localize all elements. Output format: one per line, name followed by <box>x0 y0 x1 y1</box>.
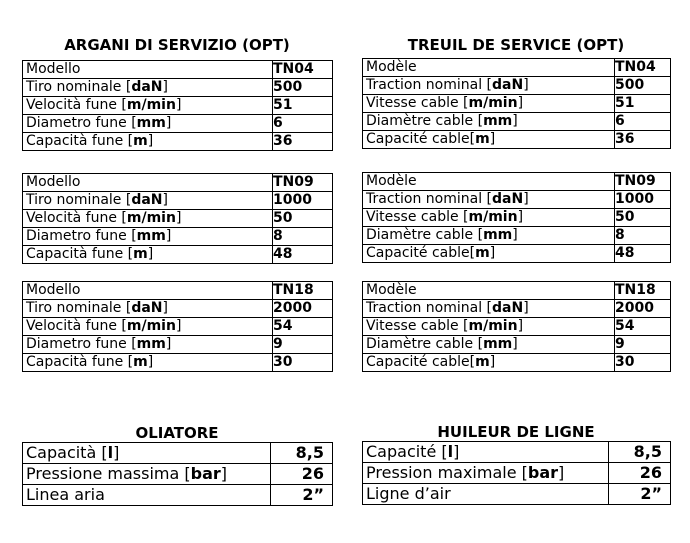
label-model: Modello <box>23 61 273 79</box>
table-row <box>363 227 671 245</box>
value-speed: 54 <box>273 318 333 336</box>
value-capacity: 30 <box>273 354 333 372</box>
value-model: TN09 <box>615 173 671 191</box>
title-oliatore: OLIATORE <box>135 424 219 442</box>
label-speed: Vitesse cable [m/min] <box>363 95 615 113</box>
value-model: TN18 <box>273 282 333 300</box>
value-speed: 51 <box>273 97 333 115</box>
label-pull: Traction nominal [daN] <box>363 77 615 95</box>
label-diameter: Diametro fune [mm] <box>23 115 273 133</box>
table-row <box>23 210 333 228</box>
table-row <box>23 97 333 115</box>
label-capacity: Capacità fune [m] <box>23 354 273 372</box>
label-model: Modèle <box>363 173 615 191</box>
winch-table-it-tn09 <box>22 173 333 264</box>
value-pressure: 26 <box>271 464 333 485</box>
table-row <box>23 443 333 464</box>
label-model: Modèle <box>363 282 615 300</box>
table-row <box>363 442 671 463</box>
label-diameter: Diamètre cable [mm] <box>363 227 615 245</box>
winch-table-fr-tn18 <box>362 281 671 372</box>
label-pull: Tiro nominale [daN] <box>23 79 273 97</box>
value-diameter: 6 <box>273 115 333 133</box>
table-row <box>363 282 671 300</box>
label-model: Modello <box>23 174 273 192</box>
value-diameter: 9 <box>273 336 333 354</box>
label-capacity: Capacità fune [m] <box>23 133 273 151</box>
table-row <box>363 113 671 131</box>
table-row <box>363 463 671 484</box>
oiler-table-it <box>22 442 333 506</box>
table-row <box>363 95 671 113</box>
oiler-table-fr <box>362 441 671 505</box>
label-air-line: Linea aria <box>23 485 271 506</box>
table-row <box>363 318 671 336</box>
table-row <box>23 61 333 79</box>
table-row <box>23 354 333 372</box>
value-pull: 500 <box>615 77 671 95</box>
label-speed: Velocità fune [m/min] <box>23 318 273 336</box>
value-capacity: 30 <box>615 354 671 372</box>
label-model: Modèle <box>363 59 615 77</box>
label-air-line: Ligne d’air <box>363 484 609 505</box>
value-model: TN04 <box>273 61 333 79</box>
value-speed: 51 <box>615 95 671 113</box>
table-row <box>23 228 333 246</box>
table-row <box>363 209 671 227</box>
table-row <box>363 300 671 318</box>
table-row <box>23 115 333 133</box>
label-diameter: Diamètre cable [mm] <box>363 336 615 354</box>
value-capacity: 36 <box>615 131 671 149</box>
label-diameter: Diametro fune [mm] <box>23 336 273 354</box>
value-model: TN09 <box>273 174 333 192</box>
label-capacity: Capacité [l] <box>363 442 609 463</box>
winch-table-it-tn04 <box>22 60 333 151</box>
title-huileur: HUILEUR DE LIGNE <box>437 423 595 441</box>
table-row <box>23 282 333 300</box>
label-diameter: Diametro fune [mm] <box>23 228 273 246</box>
value-air-line: 2” <box>271 485 333 506</box>
table-row <box>363 59 671 77</box>
value-capacity: 48 <box>615 245 671 263</box>
table-row <box>23 246 333 264</box>
table-row <box>23 79 333 97</box>
winch-table-it-tn18 <box>22 281 333 372</box>
value-pull: 1000 <box>273 192 333 210</box>
label-pressure: Pression maximale [bar] <box>363 463 609 484</box>
value-air-line: 2” <box>609 484 671 505</box>
value-speed: 50 <box>273 210 333 228</box>
value-speed: 54 <box>615 318 671 336</box>
value-model: TN04 <box>615 59 671 77</box>
label-speed: Velocità fune [m/min] <box>23 210 273 228</box>
value-pull: 500 <box>273 79 333 97</box>
table-row <box>23 318 333 336</box>
table-row <box>363 77 671 95</box>
label-speed: Vitesse cable [m/min] <box>363 209 615 227</box>
value-pull: 2000 <box>273 300 333 318</box>
title-argani: ARGANI DI SERVIZIO (OPT) <box>64 36 290 54</box>
value-pull: 2000 <box>615 300 671 318</box>
winch-table-fr-tn09 <box>362 172 671 263</box>
table-row <box>363 131 671 149</box>
value-diameter: 8 <box>615 227 671 245</box>
value-diameter: 6 <box>615 113 671 131</box>
table-row <box>23 300 333 318</box>
table-row <box>363 484 671 505</box>
label-pull: Tiro nominale [daN] <box>23 192 273 210</box>
table-row <box>363 173 671 191</box>
table-row <box>363 191 671 209</box>
value-pull: 1000 <box>615 191 671 209</box>
label-pressure: Pressione massima [bar] <box>23 464 271 485</box>
value-diameter: 8 <box>273 228 333 246</box>
value-capacity: 8,5 <box>271 443 333 464</box>
title-treuil: TREUIL DE SERVICE (OPT) <box>407 36 625 54</box>
table-row <box>23 133 333 151</box>
label-pull: Traction nominal [daN] <box>363 191 615 209</box>
label-capacity: Capacité cable[m] <box>363 245 615 263</box>
table-row <box>23 192 333 210</box>
winch-table-fr-tn04 <box>362 58 671 149</box>
value-capacity: 36 <box>273 133 333 151</box>
value-model: TN18 <box>615 282 671 300</box>
table-row <box>363 336 671 354</box>
table-row <box>23 464 333 485</box>
value-capacity: 8,5 <box>609 442 671 463</box>
label-capacity: Capacité cable[m] <box>363 131 615 149</box>
label-speed: Velocità fune [m/min] <box>23 97 273 115</box>
value-capacity: 48 <box>273 246 333 264</box>
label-capacity: Capacità fune [m] <box>23 246 273 264</box>
value-speed: 50 <box>615 209 671 227</box>
label-capacity: Capacità [l] <box>23 443 271 464</box>
value-diameter: 9 <box>615 336 671 354</box>
table-row <box>23 485 333 506</box>
table-row <box>23 174 333 192</box>
table-row <box>23 336 333 354</box>
label-model: Modello <box>23 282 273 300</box>
label-speed: Vitesse cable [m/min] <box>363 318 615 336</box>
label-pull: Tiro nominale [daN] <box>23 300 273 318</box>
label-capacity: Capacité cable[m] <box>363 354 615 372</box>
label-diameter: Diamètre cable [mm] <box>363 113 615 131</box>
table-row <box>363 245 671 263</box>
table-row <box>363 354 671 372</box>
label-pull: Traction nominal [daN] <box>363 300 615 318</box>
value-pressure: 26 <box>609 463 671 484</box>
